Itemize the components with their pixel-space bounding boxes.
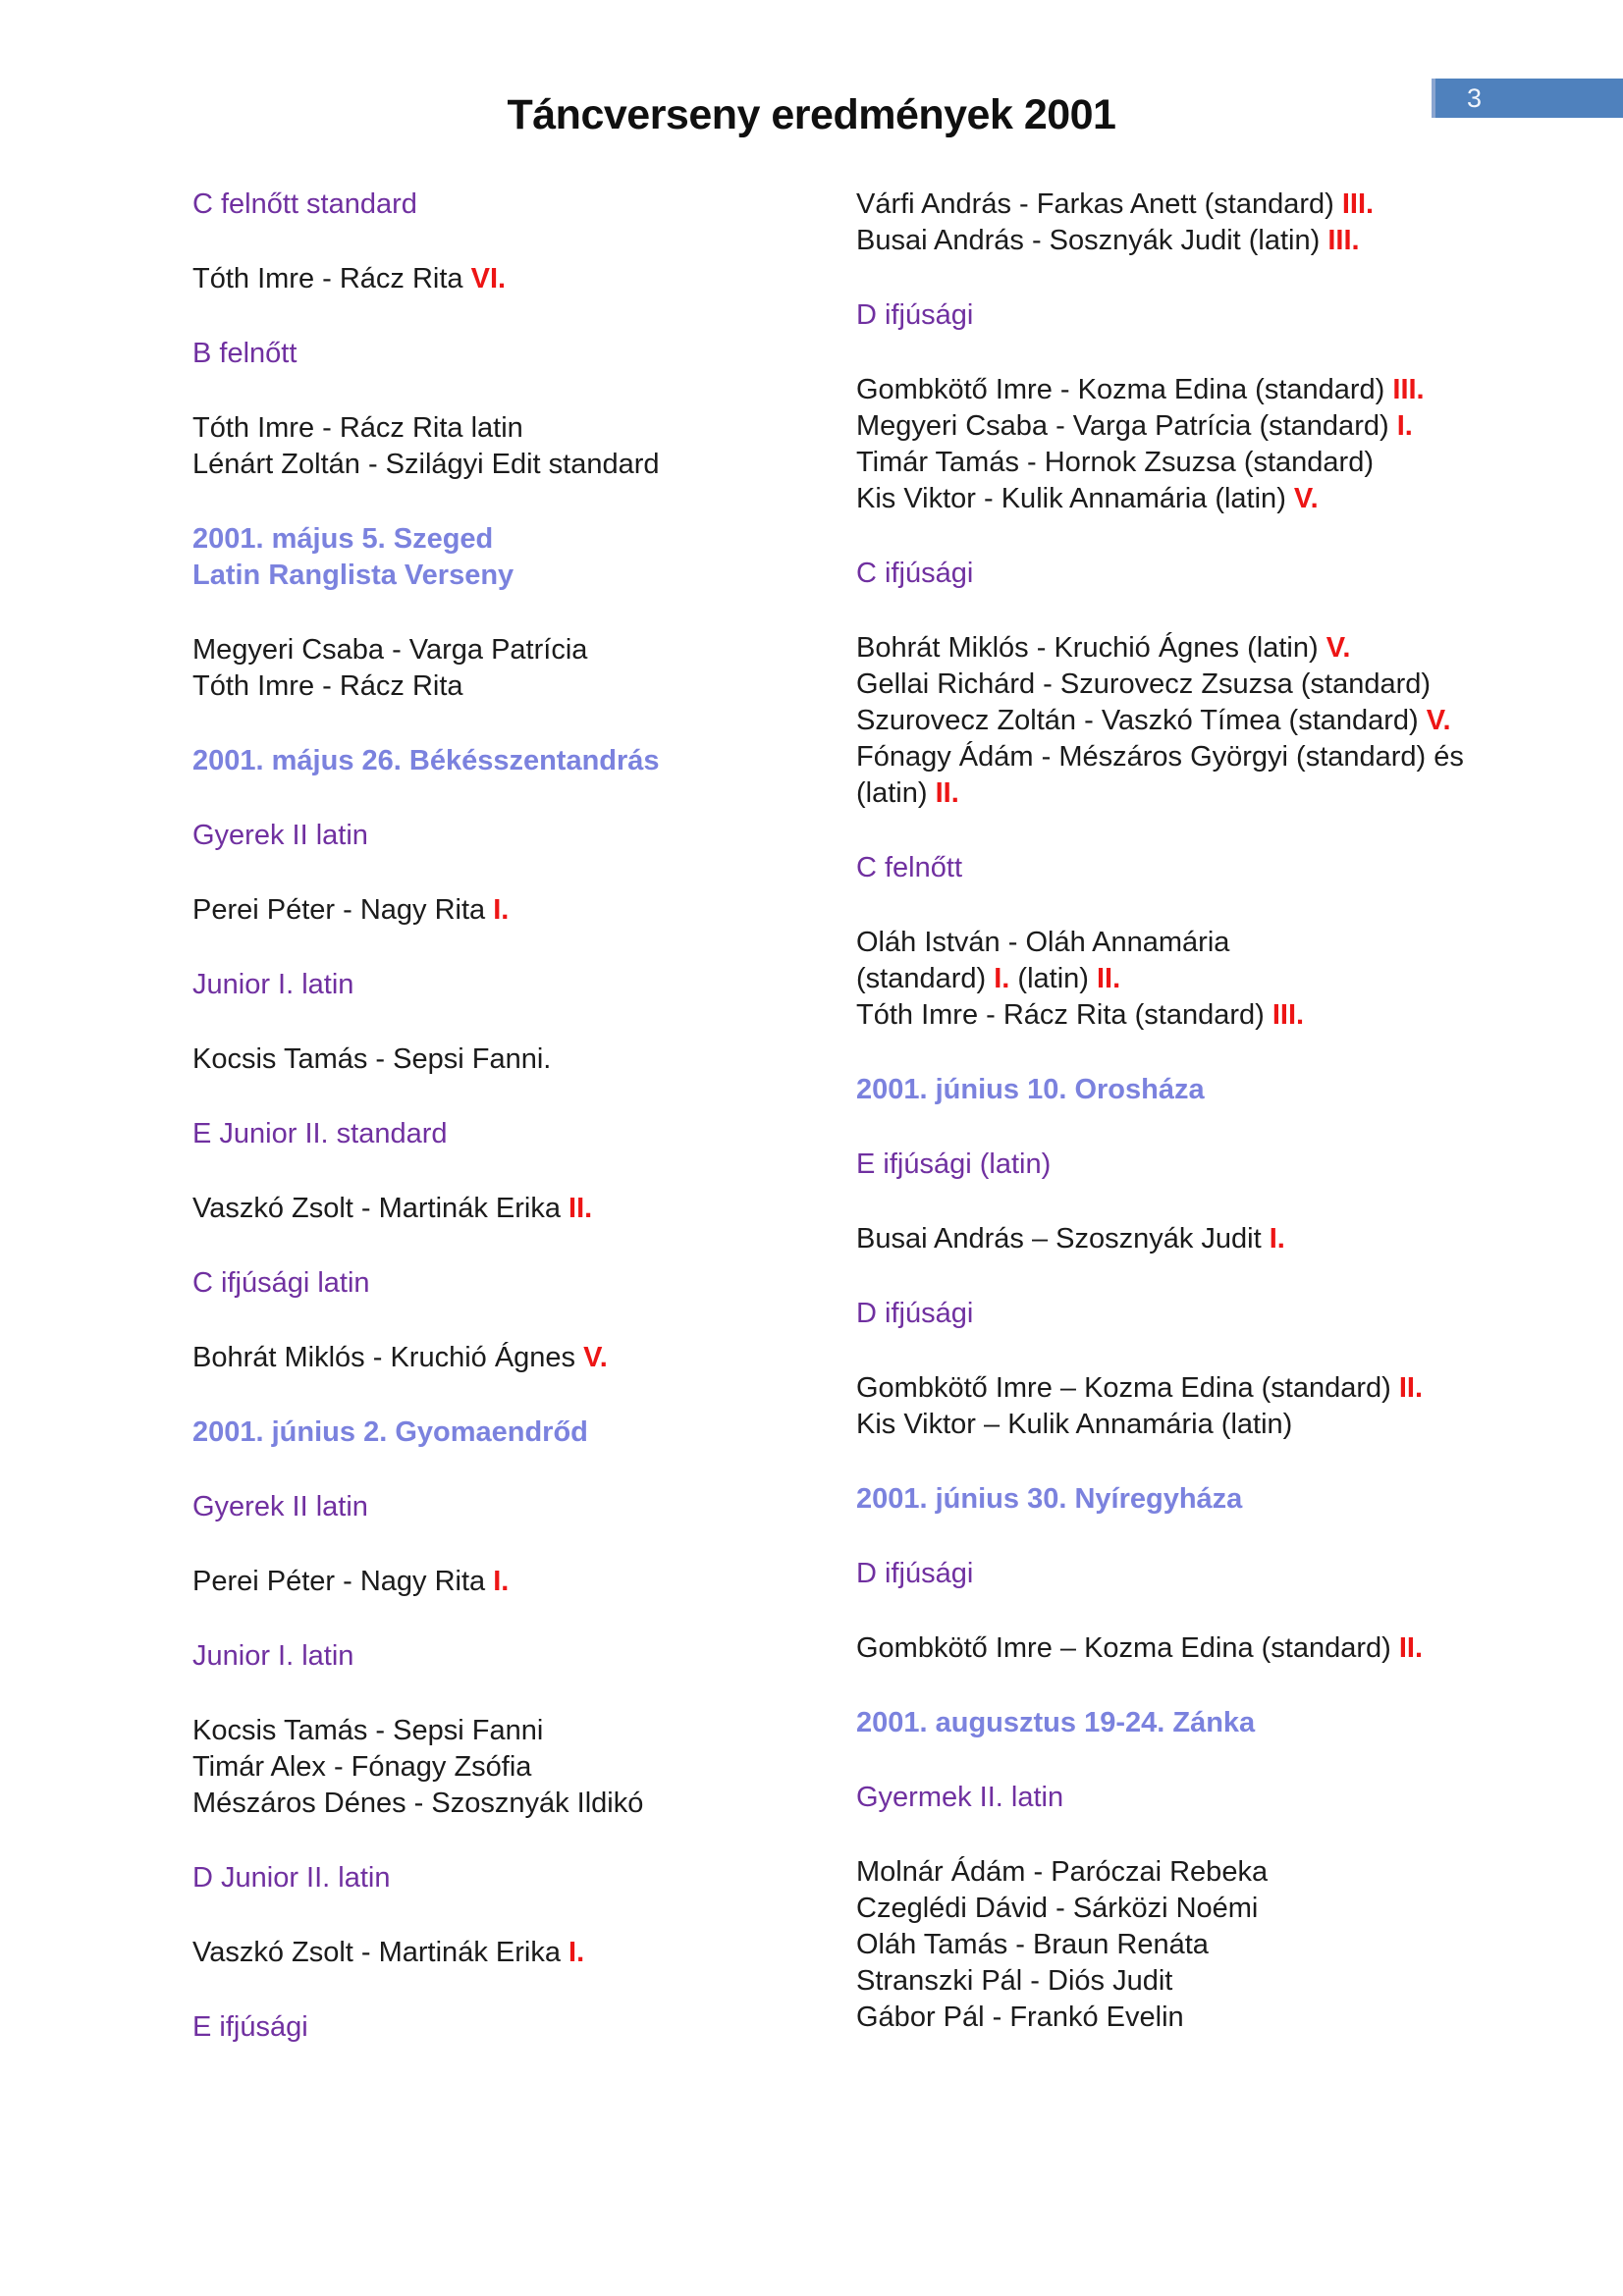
result-line <box>856 1223 1285 1255</box>
result-paragraph <box>192 1713 821 1822</box>
heading-line <box>192 1640 353 1672</box>
text-segment: Gombkötő Imre - Kozma Edina (standard) <box>856 374 1393 405</box>
result-line <box>856 1372 1423 1404</box>
page-title: Táncverseny eredmények 2001 <box>507 90 1116 138</box>
text-segment: Junior I. latin <box>192 1640 354 1672</box>
text-segment: Kis Viktor – Kulik Annamária (latin) <box>856 1409 1293 1440</box>
text-segment: Vaszkó Zsolt - Martinák Erika <box>192 1937 569 1968</box>
page-number-badge <box>1432 79 1623 118</box>
text-segment: E Junior II. standard <box>192 1118 448 1149</box>
category-heading <box>192 1265 821 1302</box>
result-paragraph <box>192 1191 821 1227</box>
heading-line <box>192 523 493 555</box>
result-paragraph <box>192 892 821 929</box>
text-segment: Oláh Tamás - Braun Renáta <box>856 1929 1209 1960</box>
text-segment: Gyerek II latin <box>192 1491 368 1522</box>
text-segment: C ifjúsági latin <box>192 1267 370 1299</box>
text-segment: Junior I. latin <box>192 969 354 1000</box>
text-segment: 2001. június 30. Nyíregyháza <box>856 1483 1243 1515</box>
rank-mark: II. <box>568 1193 593 1224</box>
text-segment: Tóth Imre - Rácz Rita <box>192 670 463 702</box>
result-line <box>856 927 1229 958</box>
column-left <box>192 187 821 2084</box>
heading-line <box>856 1298 973 1329</box>
result-line <box>856 1893 1258 1924</box>
result-paragraph <box>856 1370 1543 1443</box>
heading-line <box>856 1148 1051 1180</box>
heading-line <box>192 338 297 369</box>
text-segment: 2001. május 26. Békésszentandrás <box>192 745 660 776</box>
rank-mark: I. <box>493 894 510 926</box>
category-heading <box>192 1489 821 1525</box>
result-line <box>856 705 1451 736</box>
text-segment: Gábor Pál - Frankó Evelin <box>856 2002 1184 2033</box>
rank-mark: I. <box>1396 410 1413 442</box>
rank-mark: I. <box>1269 1223 1285 1255</box>
text-segment: E ifjúsági <box>192 2011 308 2043</box>
rank-mark: III. <box>1271 999 1305 1031</box>
result-line <box>192 1043 551 1075</box>
text-segment: C felnőtt <box>856 852 962 883</box>
text-segment: Szurovecz Zoltán - Vaszkó Tímea (standard) <box>856 705 1427 736</box>
text-segment: Gombkötő Imre – Kozma Edina (standard) <box>856 1632 1399 1664</box>
result-line <box>192 1715 543 1746</box>
text-segment: Várfi András - Farkas Anett (standard) <box>856 188 1342 220</box>
text-segment: Stranszki Pál - Diós Judit <box>856 1965 1173 1997</box>
text-segment: Tóth Imre - Rácz Rita <box>192 263 471 294</box>
result-line <box>856 999 1304 1031</box>
text-segment: 2001. június 2. Gyomaendrőd <box>192 1416 588 1448</box>
text-segment: 2001. június 10. Orosháza <box>856 1074 1205 1105</box>
rank-mark: II. <box>1097 963 1121 994</box>
text-segment: Vaszkó Zsolt - Martinák Erika <box>192 1193 569 1224</box>
text-segment: Timár Tamás - Hornok Zsuzsa (standard) <box>856 447 1374 478</box>
text-segment: Bohrát Miklós - Kruchió Ágnes <box>192 1342 584 1373</box>
text-segment: Kocsis Tamás - Sepsi Fanni <box>192 1715 544 1746</box>
heading-line <box>856 1074 1205 1105</box>
category-heading <box>192 967 821 1003</box>
category-heading <box>856 850 1543 886</box>
result-paragraph <box>192 1340 821 1376</box>
result-paragraph <box>192 261 821 297</box>
text-segment: Oláh István - Oláh Annamária <box>856 927 1230 958</box>
text-segment: (latin) <box>1009 963 1097 994</box>
text-segment: Gyerek II latin <box>192 820 368 851</box>
text-segment: Megyeri Csaba - Varga Patrícia <box>192 634 588 666</box>
result-line <box>856 1929 1209 1960</box>
text-segment: D Junior II. latin <box>192 1862 391 1894</box>
heading-line <box>192 560 514 591</box>
rank-mark: I. <box>493 1566 510 1597</box>
event-heading <box>856 1072 1543 1108</box>
text-segment: E ifjúsági (latin) <box>856 1148 1052 1180</box>
heading-line <box>192 2011 308 2043</box>
result-paragraph <box>192 1564 821 1600</box>
result-line <box>192 1788 643 1819</box>
text-segment: Tóth Imre - Rácz Rita latin <box>192 412 523 444</box>
rank-mark: I. <box>568 1937 585 1968</box>
text-segment: Latin Ranglista Verseny <box>192 560 514 591</box>
result-line <box>192 894 509 926</box>
category-heading <box>856 556 1543 592</box>
result-line <box>856 483 1319 514</box>
rank-mark: VI. <box>470 263 507 294</box>
result-line <box>856 963 1120 994</box>
result-line <box>856 741 1464 773</box>
text-segment: Bohrát Miklós - Kruchió Ágnes (latin) <box>856 632 1326 664</box>
heading-line <box>192 1267 370 1299</box>
text-segment: 2001. május 5. Szeged <box>192 523 494 555</box>
result-paragraph <box>856 1854 1543 2036</box>
category-heading <box>192 1116 821 1152</box>
text-segment: C ifjúsági <box>856 558 974 589</box>
result-paragraph <box>192 1935 821 1971</box>
text-segment: B felnőtt <box>192 338 298 369</box>
result-paragraph <box>856 925 1543 1034</box>
result-line <box>192 263 506 294</box>
text-segment: Kocsis Tamás - Sepsi Fanni. <box>192 1043 552 1075</box>
text-segment: Busai András – Szosznyák Judit <box>856 1223 1270 1255</box>
text-segment: (latin) <box>856 777 936 809</box>
text-segment: Busai András - Sosznyák Judit (latin) <box>856 225 1328 256</box>
category-heading <box>192 1638 821 1675</box>
result-paragraph <box>856 1630 1543 1667</box>
category-heading <box>192 818 821 854</box>
event-heading <box>856 1705 1543 1741</box>
result-line <box>856 447 1374 478</box>
category-heading <box>856 1556 1543 1592</box>
heading-line <box>856 1483 1242 1515</box>
result-paragraph <box>856 372 1543 517</box>
rank-mark: I. <box>994 963 1010 994</box>
category-heading <box>192 187 821 223</box>
text-segment: C felnőtt standard <box>192 188 417 220</box>
text-segment: Timár Alex - Fónagy Zsófia <box>192 1751 532 1783</box>
rank-mark: III. <box>1327 225 1360 256</box>
result-line <box>856 188 1374 220</box>
text-segment: Fónagy Ádám - Mészáros Györgyi (standard) és <box>856 741 1464 773</box>
heading-line <box>192 745 660 776</box>
heading-line <box>192 1862 390 1894</box>
text-segment: D ifjúsági <box>856 1298 974 1329</box>
result-line <box>192 1566 509 1597</box>
category-heading <box>856 1147 1543 1183</box>
result-line <box>192 412 523 444</box>
heading-line <box>856 1707 1255 1738</box>
heading-line <box>856 299 973 331</box>
heading-line <box>192 1416 588 1448</box>
result-line <box>856 1632 1423 1664</box>
event-heading <box>192 743 821 779</box>
event-heading <box>192 521 821 594</box>
result-line <box>192 1342 608 1373</box>
rank-mark: II. <box>1398 1632 1424 1664</box>
heading-line <box>856 1558 973 1589</box>
result-line <box>856 410 1413 442</box>
text-segment: Perei Péter - Nagy Rita <box>192 1566 494 1597</box>
text-segment: Perei Péter - Nagy Rita <box>192 894 494 926</box>
result-paragraph <box>192 632 821 705</box>
text-segment: Gellai Richárd - Szurovecz Zsuzsa (standard) <box>856 668 1432 700</box>
text-segment: D ifjúsági <box>856 299 974 331</box>
result-line <box>856 1856 1268 1888</box>
result-line <box>856 632 1350 664</box>
result-line <box>192 1937 584 1968</box>
result-line <box>192 1193 592 1224</box>
rank-mark: II. <box>935 777 959 809</box>
rank-mark: II. <box>1398 1372 1424 1404</box>
text-segment: (standard) <box>856 963 995 994</box>
category-heading <box>192 1860 821 1896</box>
result-line <box>192 449 660 480</box>
text-segment: Kis Viktor - Kulik Annamária (latin) <box>856 483 1294 514</box>
page-number: 3 <box>1467 83 1483 113</box>
result-line <box>192 670 463 702</box>
result-line <box>856 1409 1292 1440</box>
result-paragraph <box>192 1041 821 1078</box>
text-segment: Megyeri Csaba - Varga Patrícia (standard) <box>856 410 1397 442</box>
rank-mark: V. <box>583 1342 608 1373</box>
event-heading <box>856 1481 1543 1518</box>
category-heading <box>192 2009 821 2046</box>
text-segment: 2001. augusztus 19-24. Zánka <box>856 1707 1256 1738</box>
result-line <box>856 1965 1172 1997</box>
heading-line <box>856 1782 1063 1813</box>
column-right <box>856 187 1543 2074</box>
result-paragraph <box>192 410 821 483</box>
heading-line <box>192 188 417 220</box>
text-segment: Lénárt Zoltán - Szilágyi Edit standard <box>192 449 660 480</box>
result-paragraph <box>856 187 1543 259</box>
rank-mark: III. <box>1341 188 1375 220</box>
rank-mark: III. <box>1392 374 1425 405</box>
category-heading <box>856 297 1543 334</box>
text-segment: D ifjúsági <box>856 1558 974 1589</box>
text-segment: Tóth Imre - Rácz Rita (standard) <box>856 999 1272 1031</box>
text-segment: Czeglédi Dávid - Sárközi Noémi <box>856 1893 1259 1924</box>
result-line <box>856 374 1425 405</box>
category-heading <box>856 1780 1543 1816</box>
category-heading <box>192 336 821 372</box>
result-line <box>856 225 1360 256</box>
result-line <box>856 777 959 809</box>
text-segment: Mészáros Dénes - Szosznyák Ildikó <box>192 1788 644 1819</box>
text-segment: Molnár Ádám - Paróczai Rebeka <box>856 1856 1269 1888</box>
heading-line <box>192 820 368 851</box>
rank-mark: V. <box>1325 632 1351 664</box>
heading-line <box>192 1491 368 1522</box>
event-heading <box>192 1415 821 1451</box>
heading-line <box>192 969 353 1000</box>
category-heading <box>856 1296 1543 1332</box>
heading-line <box>856 558 973 589</box>
result-line <box>856 2002 1184 2033</box>
result-line <box>192 634 587 666</box>
result-line <box>192 1751 531 1783</box>
result-paragraph <box>856 630 1543 812</box>
text-segment: Gombkötő Imre – Kozma Edina (standard) <box>856 1372 1399 1404</box>
result-line <box>856 668 1431 700</box>
rank-mark: V. <box>1426 705 1451 736</box>
heading-line <box>856 852 962 883</box>
heading-line <box>192 1118 448 1149</box>
rank-mark: V. <box>1293 483 1319 514</box>
text-segment: Gyermek II. latin <box>856 1782 1064 1813</box>
result-paragraph <box>856 1221 1543 1257</box>
